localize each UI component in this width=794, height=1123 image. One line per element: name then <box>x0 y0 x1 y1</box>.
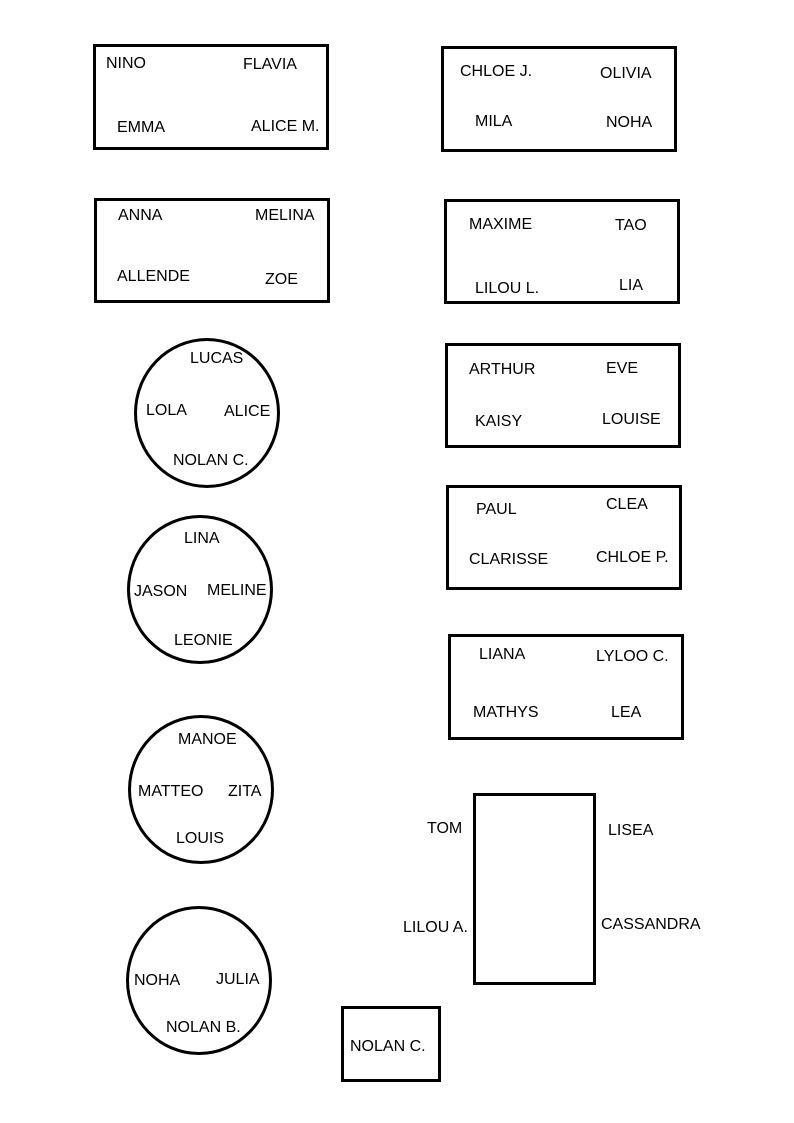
seat-name: LINA <box>184 530 220 547</box>
seat-name: MATTEO <box>138 783 204 800</box>
seat-name: LEONIE <box>174 632 233 649</box>
seat-name: KAISY <box>475 413 523 430</box>
table-rect-5 <box>445 343 681 448</box>
seat-name: MILA <box>475 113 513 130</box>
seat-name: LEA <box>611 704 642 721</box>
seat-name: CASSANDRA <box>601 916 701 933</box>
table-rect-large <box>473 793 596 985</box>
seat-name: JULIA <box>216 971 260 988</box>
seat-name: LIANA <box>479 646 526 663</box>
seat-name: MELINE <box>207 582 267 599</box>
seat-name: ZOE <box>265 271 298 288</box>
seat-name: ARTHUR <box>469 361 536 378</box>
seat-name: LYLOO C. <box>596 648 669 665</box>
seat-name: MAXIME <box>469 216 533 233</box>
seat-name: FLAVIA <box>243 56 297 73</box>
seat-name: JASON <box>134 583 188 600</box>
seat-name: NOLAN C. <box>350 1038 426 1055</box>
seat-name: EMMA <box>117 119 165 136</box>
seat-name: LILOU L. <box>475 280 540 297</box>
seat-name: ANNA <box>118 207 163 224</box>
seat-name: LIA <box>619 277 644 294</box>
seat-name: PAUL <box>476 501 517 518</box>
seat-name: CLARISSE <box>469 551 549 568</box>
seat-name: ALICE <box>224 403 271 420</box>
seat-name: ALLENDE <box>117 268 190 285</box>
seat-name: MANOE <box>178 731 237 748</box>
seat-name: LILOU A. <box>403 919 468 936</box>
seat-name: ALICE M. <box>251 118 320 135</box>
seat-name: NOLAN B. <box>166 1019 241 1036</box>
seat-name: LUCAS <box>190 350 244 367</box>
seat-name: LOLA <box>146 402 187 419</box>
seat-name: NOHA <box>606 114 653 131</box>
seat-name: TOM <box>427 820 463 837</box>
seat-name: EVE <box>606 360 639 377</box>
seat-name: OLIVIA <box>600 65 652 82</box>
seat-name: CHLOE P. <box>596 549 669 566</box>
seat-name: TAO <box>615 217 647 234</box>
seat-name: LOUIS <box>176 830 225 847</box>
table-rect-3 <box>441 46 677 152</box>
seat-name: CHLOE J. <box>460 63 533 80</box>
seat-name: LOUISE <box>602 411 661 428</box>
seat-name: ZITA <box>228 783 262 800</box>
seat-name: NOLAN C. <box>173 452 249 469</box>
seat-name: MATHYS <box>473 704 539 721</box>
seat-name: MELINA <box>255 207 315 224</box>
seat-name: LISEA <box>608 822 654 839</box>
seat-name: NOHA <box>134 972 181 989</box>
seat-name: NINO <box>106 55 146 72</box>
seat-name: CLEA <box>606 496 648 513</box>
